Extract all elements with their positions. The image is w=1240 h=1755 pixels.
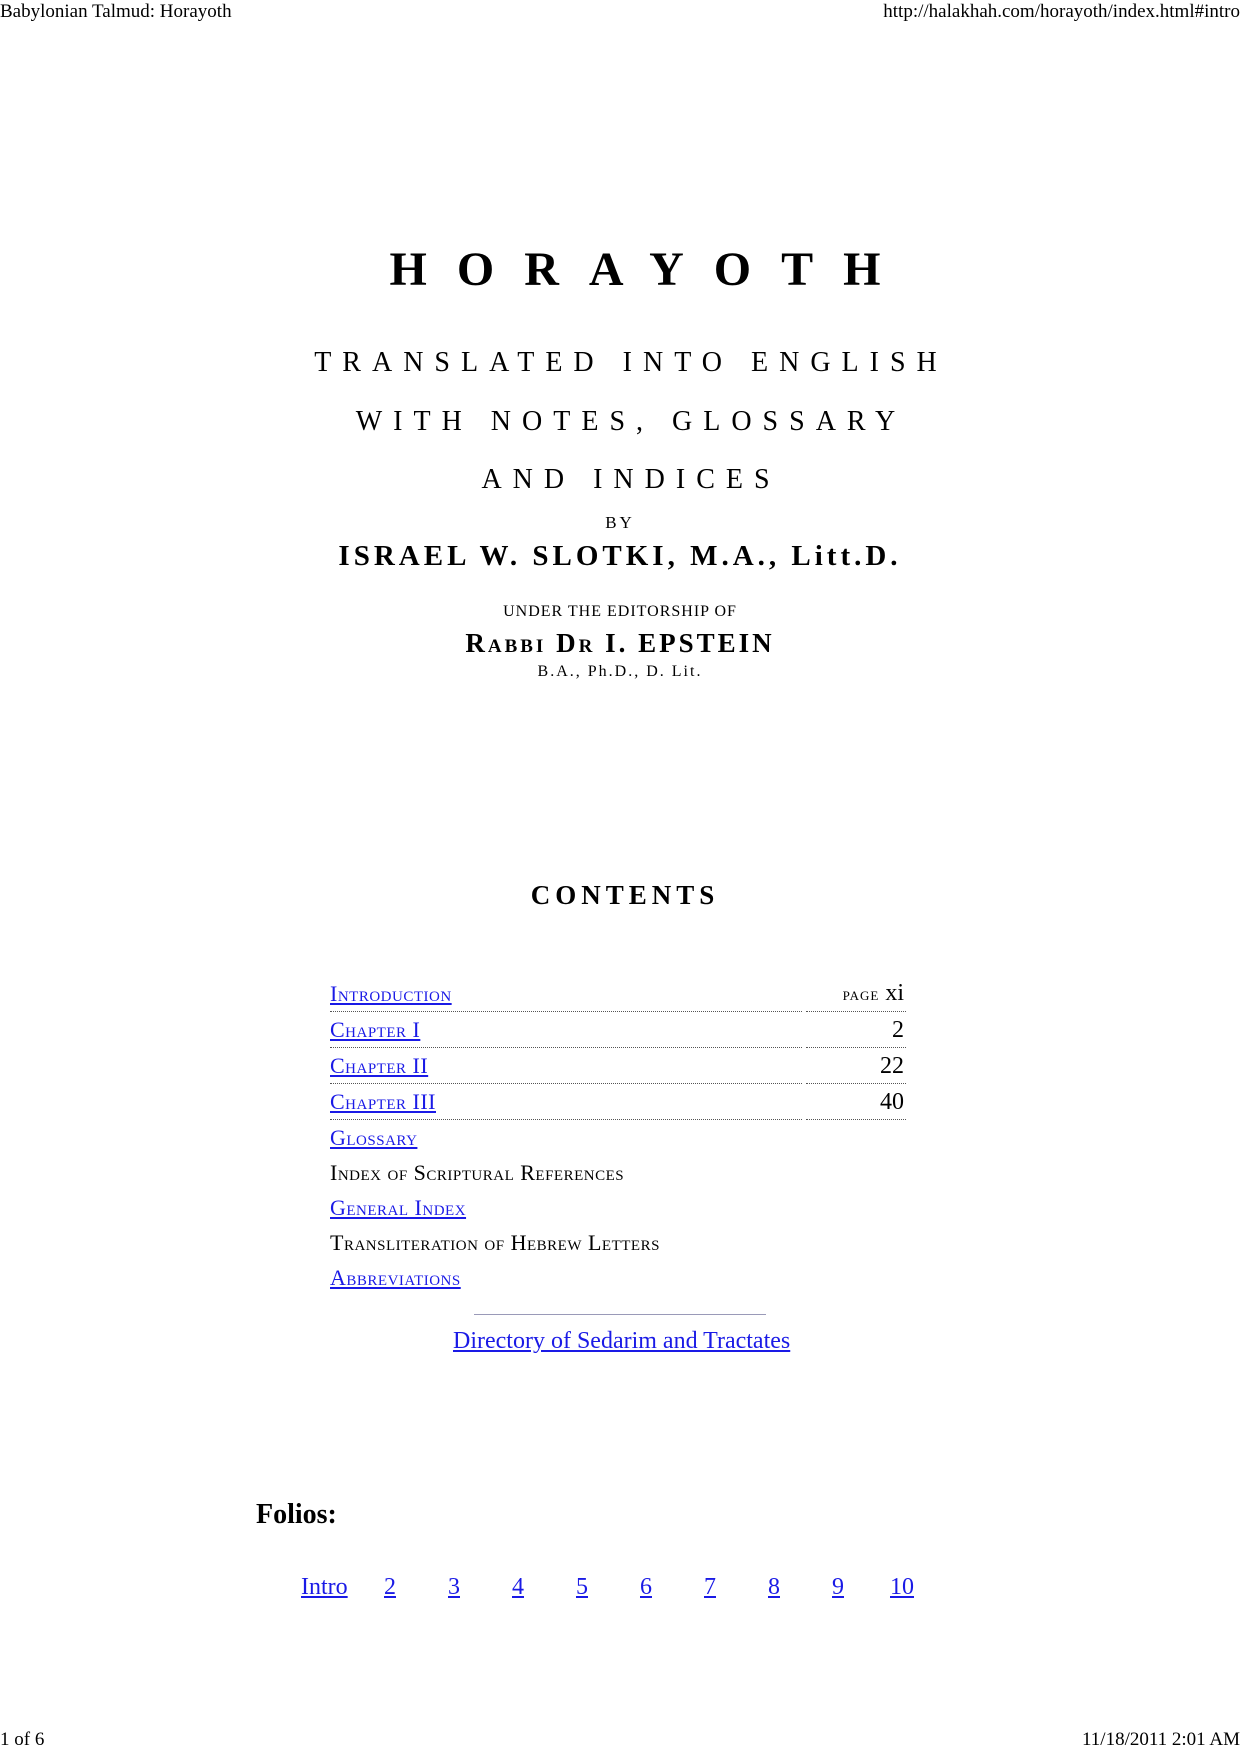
folio-links [0, 1572, 1240, 1606]
editor-prefix-d: D [556, 628, 579, 658]
folio-link-4[interactable]: 4 [512, 1574, 524, 1600]
contents-row [330, 1225, 906, 1260]
page-number: 2 [892, 1017, 904, 1043]
editor-degrees: B.A., Ph.D., D. Lit. [537, 663, 703, 680]
toc-link-chapter-3[interactable]: Chapter III [330, 1089, 436, 1114]
by-label: BY [605, 513, 635, 532]
editor-surname: I. EPSTEIN [605, 628, 775, 658]
print-footer-page-count: 1 of 6 [0, 1729, 45, 1750]
page-number: 40 [880, 1089, 904, 1115]
editor-name [0, 626, 1240, 664]
toc-item-transliteration: Transliteration of Hebrew Letters [330, 1230, 660, 1255]
editor-prefix-abbi: ABBI [487, 636, 547, 657]
editorship-label: UNDER THE EDITORSHIP OF [503, 603, 737, 620]
folios-heading: Folios: [256, 1499, 337, 1530]
contents-row [330, 1012, 906, 1048]
folio-link-9[interactable]: 9 [832, 1574, 844, 1600]
folio-link-intro[interactable]: Intro [301, 1574, 348, 1600]
contents-row [330, 1190, 906, 1225]
folio-link-6[interactable]: 6 [640, 1574, 652, 1600]
author-name: ISRAEL W. SLOTKI, M.A., Litt.D. [338, 540, 902, 572]
page-number: 22 [880, 1053, 904, 1079]
print-header-url: http://halakhah.com/horayoth/index.html#intro [883, 1, 1240, 22]
print-header-title: Babylonian Talmud: Horayoth [0, 1, 232, 22]
toc-link-chapter-1[interactable]: Chapter I [330, 1017, 421, 1042]
horizontal-rule [474, 1314, 766, 1315]
contents-row [330, 1260, 906, 1295]
folio-link-3[interactable]: 3 [448, 1574, 460, 1600]
toc-item-scriptural-index: Index of Scriptural References [330, 1160, 625, 1185]
contents-row [330, 1155, 906, 1190]
toc-link-introduction[interactable]: Introduction [330, 981, 452, 1006]
folio-link-10[interactable]: 10 [890, 1574, 914, 1600]
page-number: xi [885, 980, 904, 1006]
contents-row [330, 976, 906, 1012]
toc-link-chapter-2[interactable]: Chapter II [330, 1053, 429, 1078]
contents-row [330, 1048, 906, 1084]
folio-link-7[interactable]: 7 [704, 1574, 716, 1600]
contents-table [330, 976, 906, 1295]
subtitle-line-3: AND INDICES [481, 464, 781, 495]
print-footer-timestamp: 11/18/2011 2:01 AM [1082, 1729, 1240, 1750]
contents-heading: CONTENTS [530, 880, 720, 910]
toc-link-glossary[interactable]: Glossary [330, 1125, 418, 1150]
folio-link-8[interactable]: 8 [768, 1574, 780, 1600]
book-title: HORAYOTH [389, 243, 911, 296]
contents-row [330, 1120, 906, 1155]
directory-link[interactable]: Directory of Sedarim and Tractates [453, 1328, 791, 1354]
folio-link-5[interactable]: 5 [576, 1574, 588, 1600]
subtitle-line-1: TRANSLATED INTO ENGLISH [314, 347, 948, 378]
contents-row [330, 1084, 906, 1120]
editor-prefix-r: R [465, 628, 488, 658]
subtitle-line-2: WITH NOTES, GLOSSARY [355, 406, 907, 437]
editor-prefix-r2: R [578, 636, 596, 657]
folio-link-2[interactable]: 2 [384, 1574, 396, 1600]
toc-link-general-index[interactable]: General Index [330, 1195, 467, 1220]
page-word: page [842, 984, 880, 1004]
toc-link-abbreviations[interactable]: Abbreviations [330, 1265, 461, 1290]
